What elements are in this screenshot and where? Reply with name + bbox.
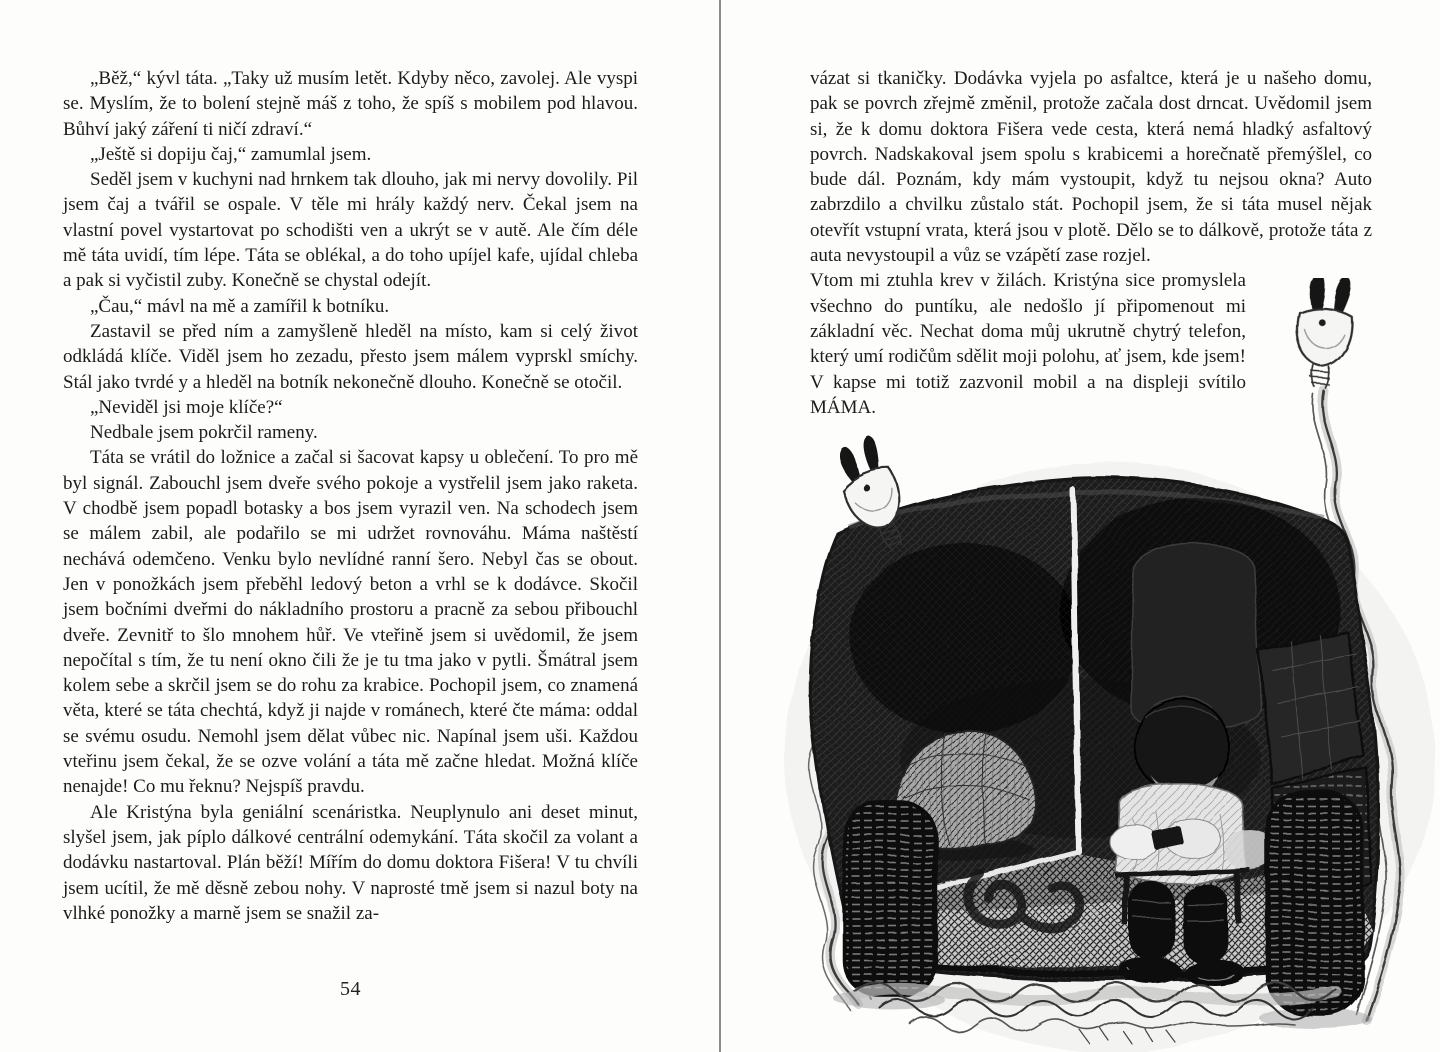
paragraph: vázat si tkaničky. Dodávka vyjela po asfaltce, která je u našeho domu, pak se povrch zřejmě změnil, protože začala dost drncat. Uvědomil jsem si, že k domu doktora Fišera vede cesta, která nemá hladký asfaltový povrch. Nadskakoval jsem spolu s krabicemi a horečnatě přemýšlel, co bude dál. Poznám, kdy mám vystoupit, když tu nejsou okna? Auto zabrzdilo a chvilku zůstalo stát. Pochopil jsem, že si táta musel nějak otevřít vstupní vrata, která jsou v plotě. Dělo se to dálkově, protože táta z auta nevystoupil a vůz se vzápětí zase rozjel.: [810, 68, 1372, 267]
left-page: [63, 66, 638, 1026]
page-number: 54: [340, 978, 361, 1000]
paragraph: „Neviděl jsi moje klíče?“: [90, 396, 283, 418]
page-divider: [719, 0, 721, 1052]
paragraph: „Běž,“ kývl táta. „Taky už musím letět. Kdyby něco, zavolej. Ale vyspi se. Myslím, že to bolení stejně máš z toho, že spíš s mobilem pod hlavou. Bůhví jaký záření ti ničí zdraví.“: [63, 68, 638, 140]
paragraph: Táta se vrátil do ložnice a začal si šacovat kapsy u oblečení. To pro mě byl signál. Zabouchl jsem dveře svého pokoje a vystřelil jsem jako raketa. V chodbě jsem popadl botasky a bos jsem vyrazil ven. Na schodech jsem se málem zabil, ale podařilo se mi udržet rovnováhu. Máma naštěstí nechává odemčeno. Venku bylo nevlídné ranní šero. Nebyl čas se obout. Jen v ponožkách jsem přeběhl ledový beton a vrhl se k dodávce. Skočil jsem bočními dveřmi do nákladního prostoru a pracně za sebou přibouchl dveře. Zevnitř to šlo mnohem hůř. Ve vteřině jsem si uvědomil, že jsem nepočítal s tím, že tu není okno čili že je tu tma jako v pytli. Šmátral jsem kolem sebe a skrčil jsem se do rohu za krabice. Pochopil jsem, co znamená věta, které se táta chechtá, když ji najde v románech, které čte máma: oddal se svému osudu. Nemohl jsem dělat vůbec nic. Napínal jsem uši. Každou vteřinu jsem čekal, že se ozve volání a táta mě začne hledat. Možná klíče nenajde! Co mu řeknu? Nejspíš pravdu.: [63, 447, 638, 798]
paragraph: Vtom mi ztuhla krev v žilách. Kristýna sice promyslela všechno do puntíku, ale nedošlo jí připomenout mi základní věc. Nechat doma můj ukrutně chytrý telefon, který umí rodičům sdělit moji polohu, ať jsem, kde jsem! V kapse mi totiž zazvonil mobil a na displeji svítilo MÁMA.: [810, 270, 1246, 418]
paragraph: Seděl jsem v kuchyni nad hrnkem tak dlouho, jak mi nervy dovolily. Pil jsem čaj a tvářil se ospale. V těle mi hrály každý nerv. Čekal jsem na vlastní povel vystartovat po schodišti ven a ukrýt se v autě. Ale čím déle mě táta uvidí, tím lépe. Táta se oblékal, a do toho upíjel kafe, ujídal chleba a pak si vyčistil zuby. Konečně se chystal odejít.: [63, 169, 638, 292]
paragraph: „Ještě si dopiju čaj,“ zamumlal jsem.: [90, 143, 372, 165]
paragraph: Nedbale jsem pokrčil rameny.: [90, 422, 318, 444]
paragraph: Zastavil se před ním a zamyšleně hleděl na místo, kam si celý život odkládá klíče. Viděl jsem ho zezadu, přesto jsem málem vyprskl smíchy. Stál jako tvrdé y a hleděl na botník nekonečně dlouho. Konečně se otočil.: [63, 320, 638, 393]
paragraph: „Čau,“ mávl na mě a zamířil k botníku.: [90, 295, 390, 317]
van-interior-ink-drawing: [780, 278, 1440, 1052]
paragraph: Ale Kristýna byla geniální scenáristka. Neuplynulo ani deset minut, slyšel jsem, jak píplo dálkové centrální odemykání. Táta skočil za volant a dodávku nastartoval. Plán běží! Mířím do domu doktora Fišera! V tu chvíli jsem ucítil, že mě děsně zebou nohy. V naprosté tmě jsem si nazul boty na vlhké ponožky a marně jsem se snažil za-: [63, 801, 638, 924]
wheel-left: [835, 802, 945, 1010]
power-plug-right-icon: [1293, 278, 1354, 390]
van-interior-illustration: [780, 278, 1440, 1052]
